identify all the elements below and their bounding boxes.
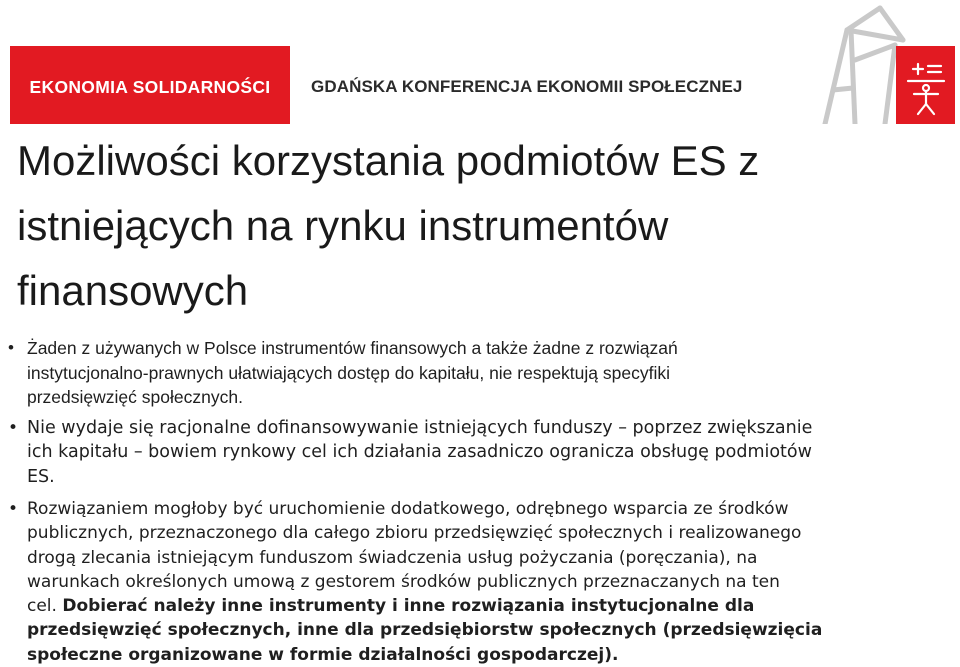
- bullet-item-2: [0, 416, 960, 490]
- bullet-1-line-1: Żaden z używanych w Polsce instrumentów finansowych a także żadne z rozwiązań: [27, 338, 678, 358]
- bullet-list: [0, 336, 960, 667]
- ekonomia-solidarnosci-logo: [10, 46, 290, 124]
- title-line-3: finansowych: [17, 267, 249, 314]
- logo-text: EKONOMIA SOLIDARNOŚCI: [29, 76, 271, 97]
- plus-minus-figure-logo: [896, 46, 955, 124]
- bullet-2-line-1: Nie wydaje się racjonalne dofinansowywanie istniejących funduszy – poprzez zwiększanie: [27, 417, 813, 438]
- header-banner: [10, 46, 955, 124]
- slide-title: [17, 128, 937, 323]
- figure-icon: [896, 46, 955, 124]
- bullet-2-line-3: ES.: [27, 466, 55, 487]
- title-line-1: Możliwości korzystania podmiotów ES z: [17, 137, 760, 184]
- conference-name: GDAŃSKA KONFERENCJA EKONOMII SPOŁECZNEJ: [311, 77, 743, 96]
- bullet-3-line-5: [27, 594, 960, 618]
- bullet-1-line-2: instytucjonalno-prawnych ułatwiających dostęp do kapitału, nie respektują specyfiki: [27, 362, 670, 383]
- bullet-3-line-5-bold: Dobierać należy inne instrumenty i inne rozwiązania instytucjonalne dla: [62, 596, 755, 617]
- bullet-dot-icon: •: [8, 499, 19, 519]
- bullet-3-line-2: publicznych, przeznaczonego dla całego zbioru przedsięwzięć społecznych i realizowanego: [27, 523, 802, 544]
- bullet-dot-icon: •: [8, 417, 19, 438]
- bullet-3-line-6: przedsięwzięć społecznych, inne dla przedsiębiorstw społecznych (przedsięwzięcia: [27, 620, 823, 641]
- bullet-3-line-1: Rozwiązaniem mogłoby być uruchomienie dodatkowego, odrębnego wsparcia ze środków: [27, 499, 789, 519]
- title-line-2: istniejących na rynku instrumentów: [17, 202, 669, 249]
- bullet-3-line-7: społeczne organizowane w formie działalności gospodarczej).: [27, 644, 619, 665]
- bullet-item-3: [0, 497, 960, 667]
- bullet-2-line-2: ich kapitału – bowiem rynkowy cel ich działania zasadniczo ogranicza obsługę podmiotów: [27, 442, 812, 462]
- bullet-3-line-5-plain: cel.: [27, 596, 63, 617]
- bullet-3-line-4: warunkach określonych umową z gestorem środków publicznych przeznaczanych na ten: [27, 571, 780, 592]
- bullet-item-1: [0, 336, 960, 410]
- bullet-1-line-3: przedsięwzięć społecznych.: [27, 387, 243, 407]
- bullet-3-line-3: drogą zlecania istniejącym funduszom świadczenia usług pożyczania (poręczania), na: [27, 547, 758, 568]
- bullet-dot-icon: •: [8, 338, 14, 357]
